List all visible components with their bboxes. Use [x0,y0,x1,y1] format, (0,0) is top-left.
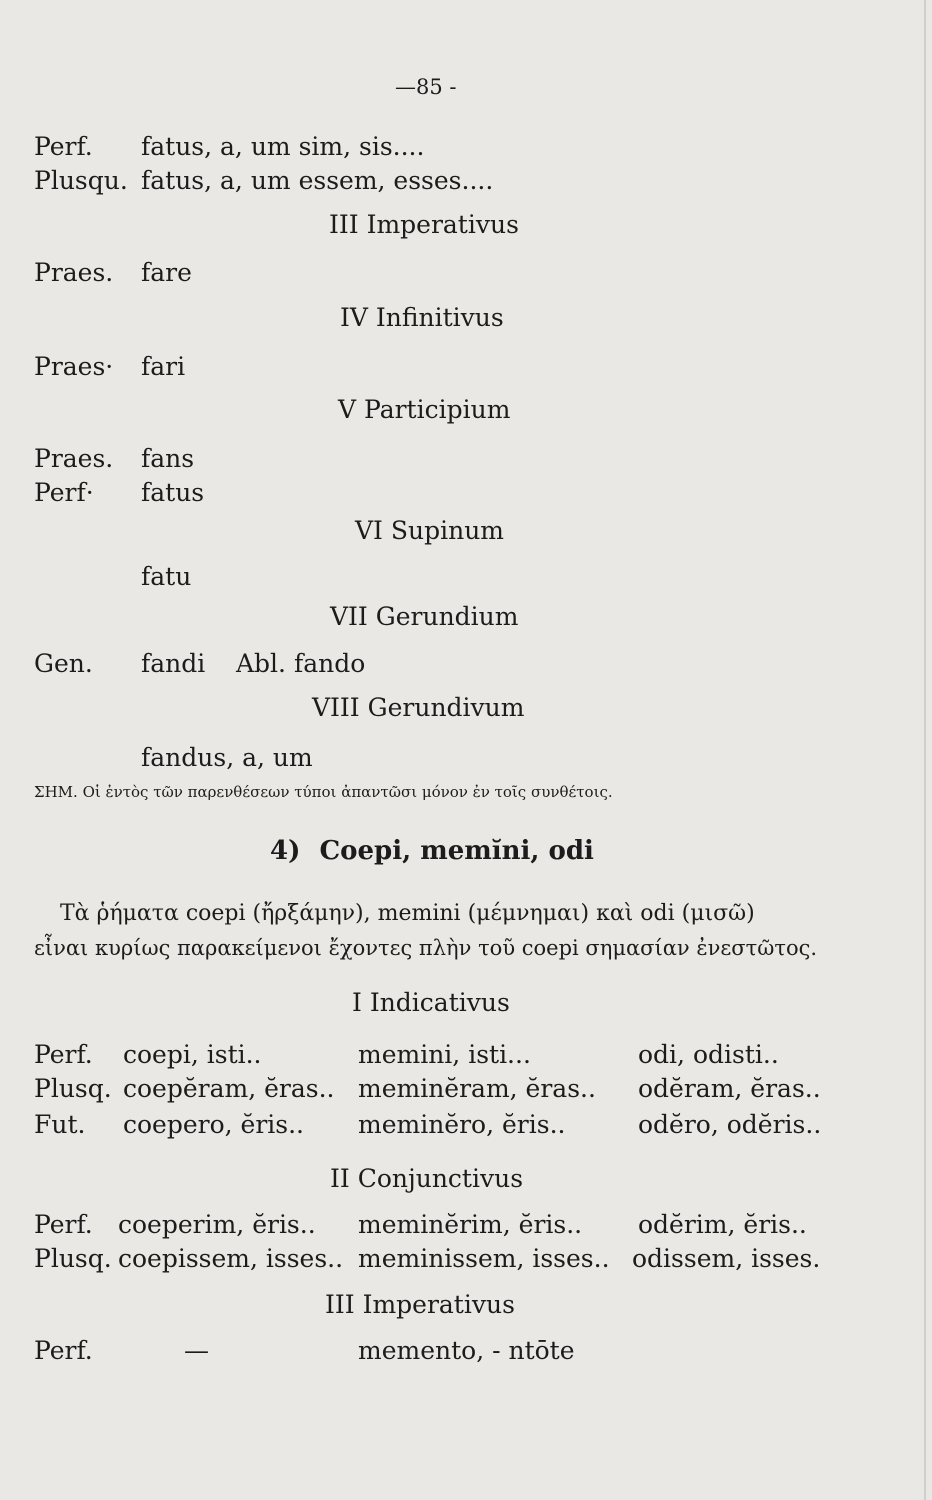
conj-plusq-coepi: coepissem, isses.. [118,1244,344,1273]
gerundium-abl-form: Abl. fando [236,649,366,678]
intro-line-1: Τὰ ῥήματα coepi (ἤρξάμην), memini (μέμνημαι) καὶ odi (μισῶ) [60,901,755,926]
ind-plusq-coepi: coepĕram, ĕras.. [123,1074,335,1103]
conj-perf-label: Perf. [34,1210,93,1239]
page-number: —85 - [395,75,457,99]
section-title [270,836,594,866]
ind-perf-odi: odi, odisti.. [638,1040,779,1069]
conj-plusq-memini: meminissem, isses.. [358,1244,610,1273]
row-perf-forms: fatus, a, um sim, sis.... [141,132,425,161]
page-edge-shadow [924,0,926,1500]
ind-fut-label: Fut. [34,1110,86,1139]
ind-plusq-odi: odĕram, ĕras.. [638,1074,821,1103]
part-perf-label: Perf· [34,478,94,507]
footnote: ΣΗΜ. Οἱ ἐντὸς τῶν παρενθέσεων τύποι ἀπαντῶσι μόνον ἐν τοῖς συνθέτοις. [34,783,613,801]
heading-imperativus: III Imperativus [329,210,519,239]
conj-plusq-odi: odissem, isses. [632,1244,821,1273]
heading-infinitivus: IV Infinitivus [340,303,504,332]
imp-praes-form: fare [141,258,192,287]
ind-plusq-label: Plusq. [34,1074,112,1103]
supinum-form: fatu [141,562,192,591]
ind-fut-memini: meminĕro, ĕris.. [358,1110,566,1139]
ind-perf-label: Perf. [34,1040,93,1069]
part-perf-form: fatus [141,478,205,507]
heading-imperativus-4: III Imperativus [325,1290,515,1319]
gerundivum-form: fandus, a, um [141,743,313,772]
gerundium-gen-label: Gen. [34,649,93,678]
ind-fut-odi: odĕro, odĕris.. [638,1110,822,1139]
conj-perf-odi: odĕrim, ĕris.. [638,1210,807,1239]
imp4-perf-coepi: — [184,1336,209,1365]
inf-praes-label: Praes· [34,352,114,381]
ind-plusq-memini: meminĕram, ĕras.. [358,1074,596,1103]
part-praes-label: Praes. [34,444,114,473]
ind-fut-coepi: coepero, ĕris.. [123,1110,305,1139]
ind-perf-coepi: coepi, isti.. [123,1040,262,1069]
heading-supinum: VI Supinum [355,516,505,545]
part-praes-form: fans [141,444,195,473]
conj-perf-memini: meminĕrim, ĕris.. [358,1210,583,1239]
intro-line-2: εἶναι κυρίως παρακείμενοι ἔχοντες πλὴν τοῦ coepi σημασίαν ἐνεστῶτος. [34,936,818,960]
inf-praes-form: fari [141,352,186,381]
imp4-perf-label: Perf. [34,1336,93,1365]
row-plusqu-forms: fatus, a, um essem, esses.... [141,166,494,195]
heading-indicativus: I Indicativus [352,988,510,1017]
conj-perf-coepi: coeperim, ĕris.. [118,1210,316,1239]
row-perf-label: Perf. [34,132,93,161]
heading-gerundivum: VIII Gerundivum [312,693,525,722]
row-plusqu-label: Plusqu. [34,166,128,195]
imp-praes-label: Praes. [34,258,114,287]
heading-conjunctivus: II Conjunctivus [330,1164,524,1193]
ind-perf-memini: memini, isti... [358,1040,531,1069]
section-title-text: Coepi, memĭni, odi [319,836,594,866]
conj-plusq-label: Plusq. [34,1244,112,1273]
section-number: 4) [270,836,301,866]
gerundium-gen-form: fandi [141,649,206,678]
heading-participium: V Participium [338,395,511,424]
heading-gerundium: VII Gerundium [330,602,519,631]
imp4-perf-memini: memento, - ntōte [358,1336,575,1365]
